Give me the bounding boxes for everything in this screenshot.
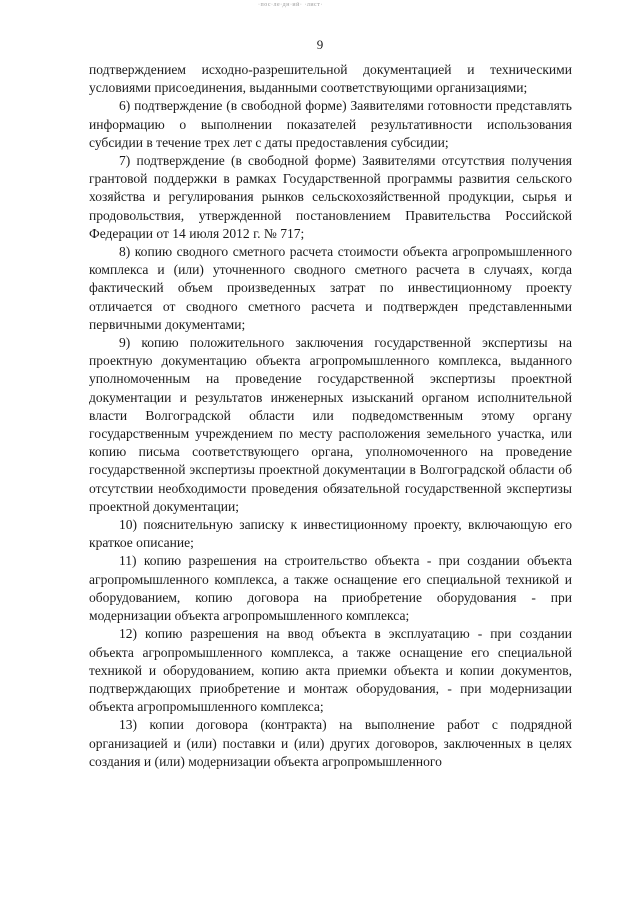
paragraph-item-12: 12) копию разрешения на ввод объекта в эксплуатацию - при создании объекта агропромышленного комплекса, а также оснащение его специальной техникой и оборудованием, копию акта приемки объекта и копии документов, подтверждающих приобретение и монтаж оборудования, - при модернизации объекта агропромышленного комплекса; — [89, 626, 572, 715]
paragraph-item-9: 9) копию положительного заключения государственной экспертизы на проектную документацию объекта агропромышленного комплекса, выданного уполномоченным на проведение государственной экспертизы проектной документации и результатов инженерных изысканий органом исполнительной власти Волгоградской области или подведомственным этому органу государственным учреждением по месту расположения земельного участка, или копию письма соответствующего органа, уполномоченного на проведение государственной экспертизы проектной документации в Волгоградской области об отсутствии необходимости проведения обязательной государственной экспертизы проектной документации; — [89, 335, 572, 514]
paragraph-item-11: 11) копию разрешения на строительство объекта - при создании объекта агропромышленного комплекса, а также оснащение его специальной техникой и оборудованием, копию договора на приобретение оборудования - при модернизации объекта агропромышленного комплекса; — [89, 553, 572, 624]
page-number: 9 — [316, 37, 324, 52]
paragraph-item-13: 13) копии договора (контракта) на выполнение работ с подрядной организацией и (или) поставки и (или) других договоров, заключенных в целях создания и (или) модернизации объекта агропромышленного — [89, 717, 572, 769]
paragraph-item-8: 8) копию сводного сметного расчета стоимости объекта агропромышленного комплекса и (или) уточненного сводного сметного расчета в случаях, когда фактический объем произведенных затрат по инвестиционному проекту отличается от сводного сметного расчета и подтвержден представленными первичными документами; — [89, 244, 572, 332]
scan-mark: ·пос·ле·дн·ий· ·лист· — [258, 2, 323, 8]
paragraph-continuation: подтверждением исходно-разрешительной документацией и техническими условиями присоединения, выданными соответствующими организациями; — [89, 62, 572, 96]
paragraph-item-10: 10) пояснительную записку к инвестиционному проекту, включающую его краткое описание; — [89, 517, 572, 551]
paragraph-item-6: 6) подтверждение (в свободной форме) Заявителями готовности представлять информацию о выполнении показателей результативности использования субсидии в течение трех лет с даты предоставления субсидии; — [89, 98, 572, 150]
document-body — [89, 61, 572, 771]
paragraph-item-7: 7) подтверждение (в свободной форме) Заявителями отсутствия получения грантовой поддержки в рамках Государственной программы развития сельского хозяйства и регулирования рынков сельскохозяйственной продукции, сырья и продовольствия, утвержденной постановлением Правительства Российской Федерации от 14 июля 2012 г. № 717; — [89, 153, 572, 241]
